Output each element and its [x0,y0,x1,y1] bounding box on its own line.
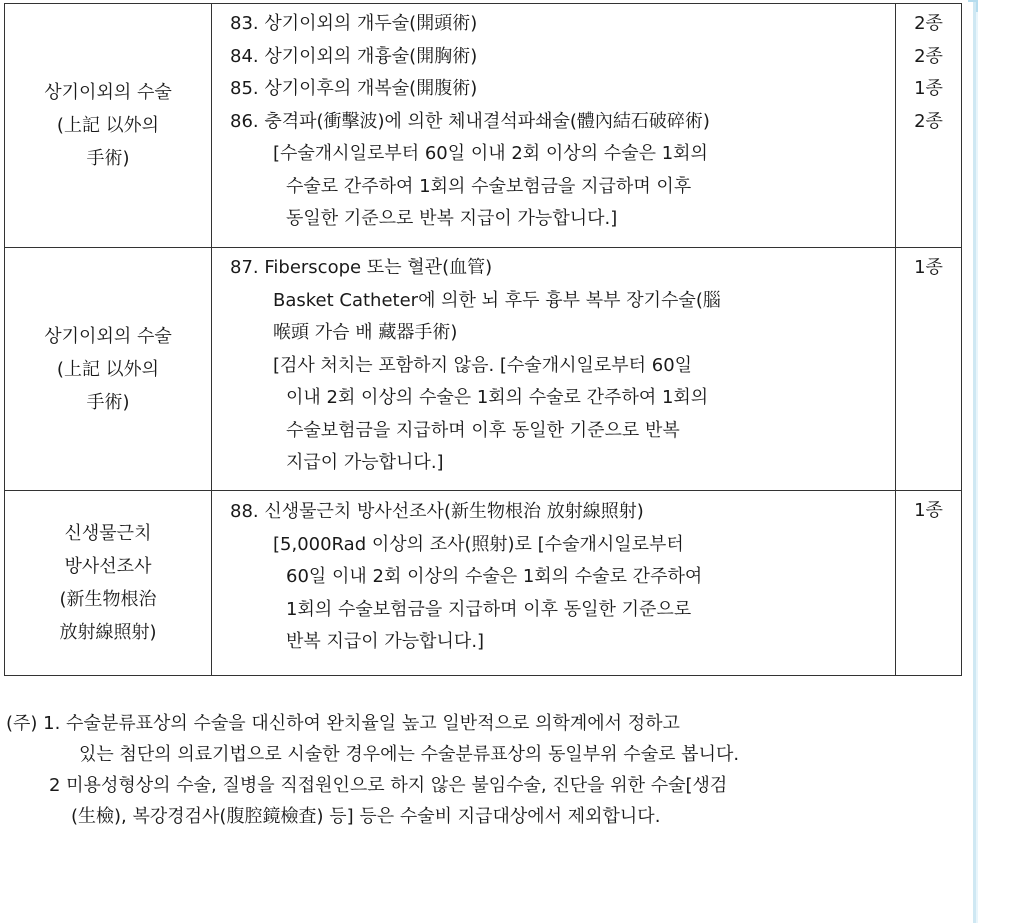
item-line: 반복 지급이 가능합니다.] [286,631,485,652]
category-line: 신생물근치 [64,523,152,544]
item-line: 동일한 기준으로 반복 지급이 가능합니다.] [286,208,618,229]
footnote-line: 2 미용성형상의 수술, 질병을 직접원인으로 하지 않은 불임수술, 진단을 위한 수술[생검 [49,775,728,796]
category-line: (新生物根治 [59,589,157,610]
category-line: 상기이외의 수술 [44,325,172,347]
category-line: 상기이외의 수술 [44,82,172,103]
item-line: 87. Fiberscope 또는 혈관(血管) [230,257,493,278]
item-line: 喉頭 가슴 배 藏器手術) [273,322,458,343]
item-line: 이내 2회 이상의 수술은 1회의 수술로 간주하여 1회의 [286,387,709,408]
item-line: [5,000Rad 이상의 조사(照射)로 [수술개시일로부터 [273,533,684,555]
footnote-line: 있는 첨단의 의료기법으로 시술한 경우에는 수술분류표상의 동일부위 수술로 봅니다. [79,744,740,765]
grade-label: 2종 [914,13,943,34]
item-line: 84. 상기이외의 개흉술(開胸術) [230,45,478,67]
category-line: (上記 以外의 [56,358,160,380]
item-line: [검사 처치는 포함하지 않음. [수술개시일로부터 60일 [273,354,693,376]
grade-label: 2종 [914,45,943,67]
items-cell [212,248,896,491]
page-corner-mark [968,0,978,12]
items-cell [212,4,896,248]
item-line: 60일 이내 2회 이상의 수술은 1회의 수술로 간주하여 [286,566,703,587]
item-line: 88. 신생물근치 방사선조사(新生物根治 放射線照射) [230,501,644,522]
table-row [5,491,962,676]
grade-cell [896,491,962,676]
grade-cell [896,4,962,248]
category-line: 手術) [86,148,130,169]
table-row [5,248,962,491]
item-line: 1회의 수술보험금을 지급하며 이후 동일한 기준으로 [286,598,692,620]
category-line: 방사선조사 [64,556,152,577]
footnotes [6,708,966,832]
grade-label: 2종 [914,110,943,132]
table-row [5,4,962,248]
items-cell [212,491,896,676]
footnote-line: (生檢), 복강경검사(腹腔鏡檢査) 등] 등은 수술비 지급대상에서 제외합니다. [71,806,661,827]
category-line: 放射線照射) [59,622,157,643]
category-cell [5,248,212,491]
category-cell [5,491,212,676]
surgery-classification-table [4,3,962,676]
item-line: 86. 충격파(衝擊波)에 의한 체내결석파쇄술(體內結石破碎術) [230,110,710,132]
item-line: Basket Catheter에 의한 뇌 후두 흉부 복부 장기수술(腦 [273,289,721,311]
category-line: 手術) [86,391,130,413]
right-edge-line-light [976,0,978,923]
item-line: 지급이 가능합니다.] [286,452,444,473]
grade-cell [896,248,962,491]
item-line: 수술로 간주하여 1회의 수술보험금을 지급하며 이후 [286,175,692,197]
footnote-line: (주) 1. 수술분류표상의 수술을 대신하여 완치율일 높고 일반적으로 의학계에서 정하고 [6,713,680,734]
item-line: [수술개시일로부터 60일 이내 2회 이상의 수술은 1회의 [273,143,708,164]
grade-label: 1종 [914,500,943,521]
item-line: 83. 상기이외의 개두술(開頭術) [230,13,478,34]
grade-label: 1종 [914,78,943,99]
grade-label: 1종 [914,257,943,278]
item-line: 85. 상기이후의 개복술(開腹術) [230,78,478,99]
item-line: 수술보험금을 지급하며 이후 동일한 기준으로 반복 [286,419,680,441]
category-line: (上記 以外의 [56,115,160,136]
category-cell [5,4,212,248]
